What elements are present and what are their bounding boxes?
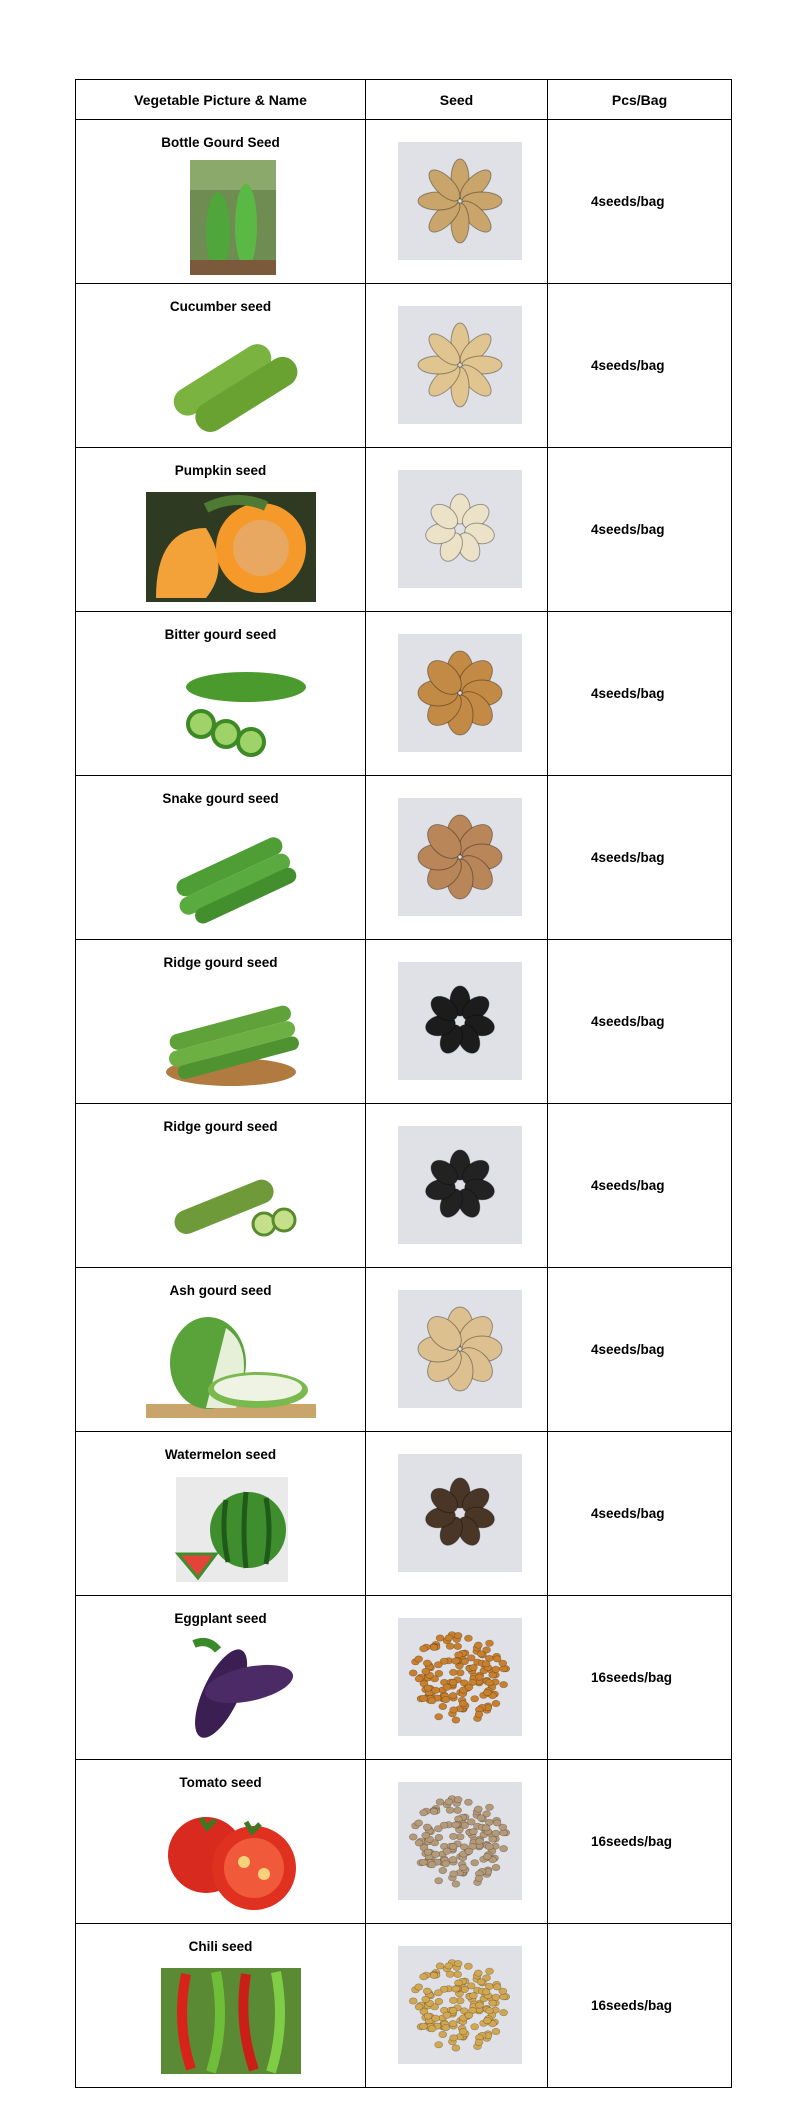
vegetable-name: Bitter gourd seed [164, 627, 277, 642]
vegetable-cell [76, 1104, 366, 1268]
pumpkin-icon [146, 488, 316, 603]
table-row [76, 1596, 732, 1760]
header-vegetable: Vegetable Picture & Name [76, 80, 366, 120]
table-row [76, 284, 732, 448]
vegetable-cell [76, 120, 366, 284]
seed-cell [366, 1268, 548, 1432]
vegetable-cell [76, 1432, 366, 1596]
vegetable-name: Bottle Gourd Seed [161, 135, 280, 150]
vegetable-name: Eggplant seed [174, 1611, 267, 1626]
vegetable-cell [76, 940, 366, 1104]
vegetable-name: Ridge gourd seed [163, 1119, 278, 1134]
seed-cell [366, 1432, 548, 1596]
qty-text: 4seeds/bag [591, 1342, 665, 1357]
qty-cell [548, 284, 732, 448]
qty-cell [548, 776, 732, 940]
qty-text: 16seeds/bag [591, 1834, 673, 1849]
qty-cell [548, 1760, 732, 1924]
pumpkin-seeds-icon [398, 470, 522, 588]
table-row [76, 776, 732, 940]
bottle-gourd-icon [146, 160, 316, 275]
qty-text: 4seeds/bag [591, 1014, 665, 1029]
table-row [76, 120, 732, 284]
seed-cell [366, 448, 548, 612]
cucumber-seeds-icon [398, 306, 522, 424]
qty-cell [548, 120, 732, 284]
vegetable-cell [76, 448, 366, 612]
qty-text: 16seeds/bag [591, 1998, 673, 2013]
qty-text: 4seeds/bag [591, 522, 665, 537]
snake-gourd-icon [146, 816, 316, 931]
ridge-gourd-icon [146, 1144, 316, 1259]
seed-cell [366, 1104, 548, 1268]
seed-cell [366, 1760, 548, 1924]
qty-text: 4seeds/bag [591, 1506, 665, 1521]
vegetable-name: Pumpkin seed [174, 463, 267, 478]
bitter-gourd-icon [146, 652, 316, 767]
seed-cell [366, 284, 548, 448]
seed-cell [366, 612, 548, 776]
bottle-gourd-seeds-icon [398, 142, 522, 260]
seed-cell [366, 776, 548, 940]
vegetable-cell [76, 1596, 366, 1760]
ridge-gourd-seeds-icon [398, 962, 522, 1080]
qty-cell [548, 1596, 732, 1760]
tomato-icon [146, 1800, 316, 1915]
vegetable-cell [76, 1924, 366, 2088]
vegetable-cell [76, 776, 366, 940]
ridge-gourd-basket-icon [146, 980, 316, 1095]
table-row [76, 1268, 732, 1432]
ash-gourd-icon [146, 1308, 316, 1423]
bitter-gourd-seeds-icon [398, 634, 522, 752]
vegetable-name: Tomato seed [179, 1775, 262, 1790]
qty-cell [548, 1432, 732, 1596]
vegetable-name: Watermelon seed [164, 1447, 277, 1462]
watermelon-icon [146, 1472, 316, 1587]
qty-cell [548, 1268, 732, 1432]
qty-text: 16seeds/bag [591, 1670, 673, 1685]
ash-gourd-seeds-icon [398, 1290, 522, 1408]
table-row [76, 1104, 732, 1268]
seed-cell [366, 120, 548, 284]
header-pcs-bag: Pcs/Bag [548, 80, 732, 120]
header-seed: Seed [366, 80, 548, 120]
chili-icon [146, 1964, 316, 2079]
qty-cell [548, 940, 732, 1104]
seed-cell [366, 940, 548, 1104]
snake-gourd-seeds-icon [398, 798, 522, 916]
eggplant-seeds-icon [398, 1618, 522, 1736]
table-row [76, 1924, 732, 2088]
vegetable-name: Snake gourd seed [162, 791, 279, 806]
eggplant-icon [146, 1636, 316, 1751]
vegetable-name: Ridge gourd seed [163, 955, 278, 970]
vegetable-cell [76, 284, 366, 448]
table-row [76, 1760, 732, 1924]
seed-cell [366, 1596, 548, 1760]
seed-cell [366, 1924, 548, 2088]
qty-text: 4seeds/bag [591, 850, 665, 865]
table-row [76, 448, 732, 612]
tomato-seeds-icon [398, 1782, 522, 1900]
vegetable-name: Cucumber seed [169, 299, 272, 314]
watermelon-seeds-icon [398, 1454, 522, 1572]
cucumber-icon [146, 324, 316, 439]
qty-cell [548, 1104, 732, 1268]
table-row [76, 940, 732, 1104]
vegetable-name: Chili seed [188, 1939, 253, 1954]
ridge-gourd-seeds-icon [398, 1126, 522, 1244]
qty-cell [548, 448, 732, 612]
table-row [76, 1432, 732, 1596]
seed-table [75, 79, 732, 2088]
vegetable-name: Ash gourd seed [169, 1283, 272, 1298]
table-row [76, 612, 732, 776]
vegetable-cell [76, 1268, 366, 1432]
qty-cell [548, 1924, 732, 2088]
qty-text: 4seeds/bag [591, 686, 665, 701]
qty-text: 4seeds/bag [591, 1178, 665, 1193]
chili-seeds-icon [398, 1946, 522, 2064]
table-header-row [76, 80, 732, 120]
qty-cell [548, 612, 732, 776]
qty-text: 4seeds/bag [591, 358, 665, 373]
vegetable-cell [76, 1760, 366, 1924]
vegetable-cell [76, 612, 366, 776]
qty-text: 4seeds/bag [591, 194, 665, 209]
